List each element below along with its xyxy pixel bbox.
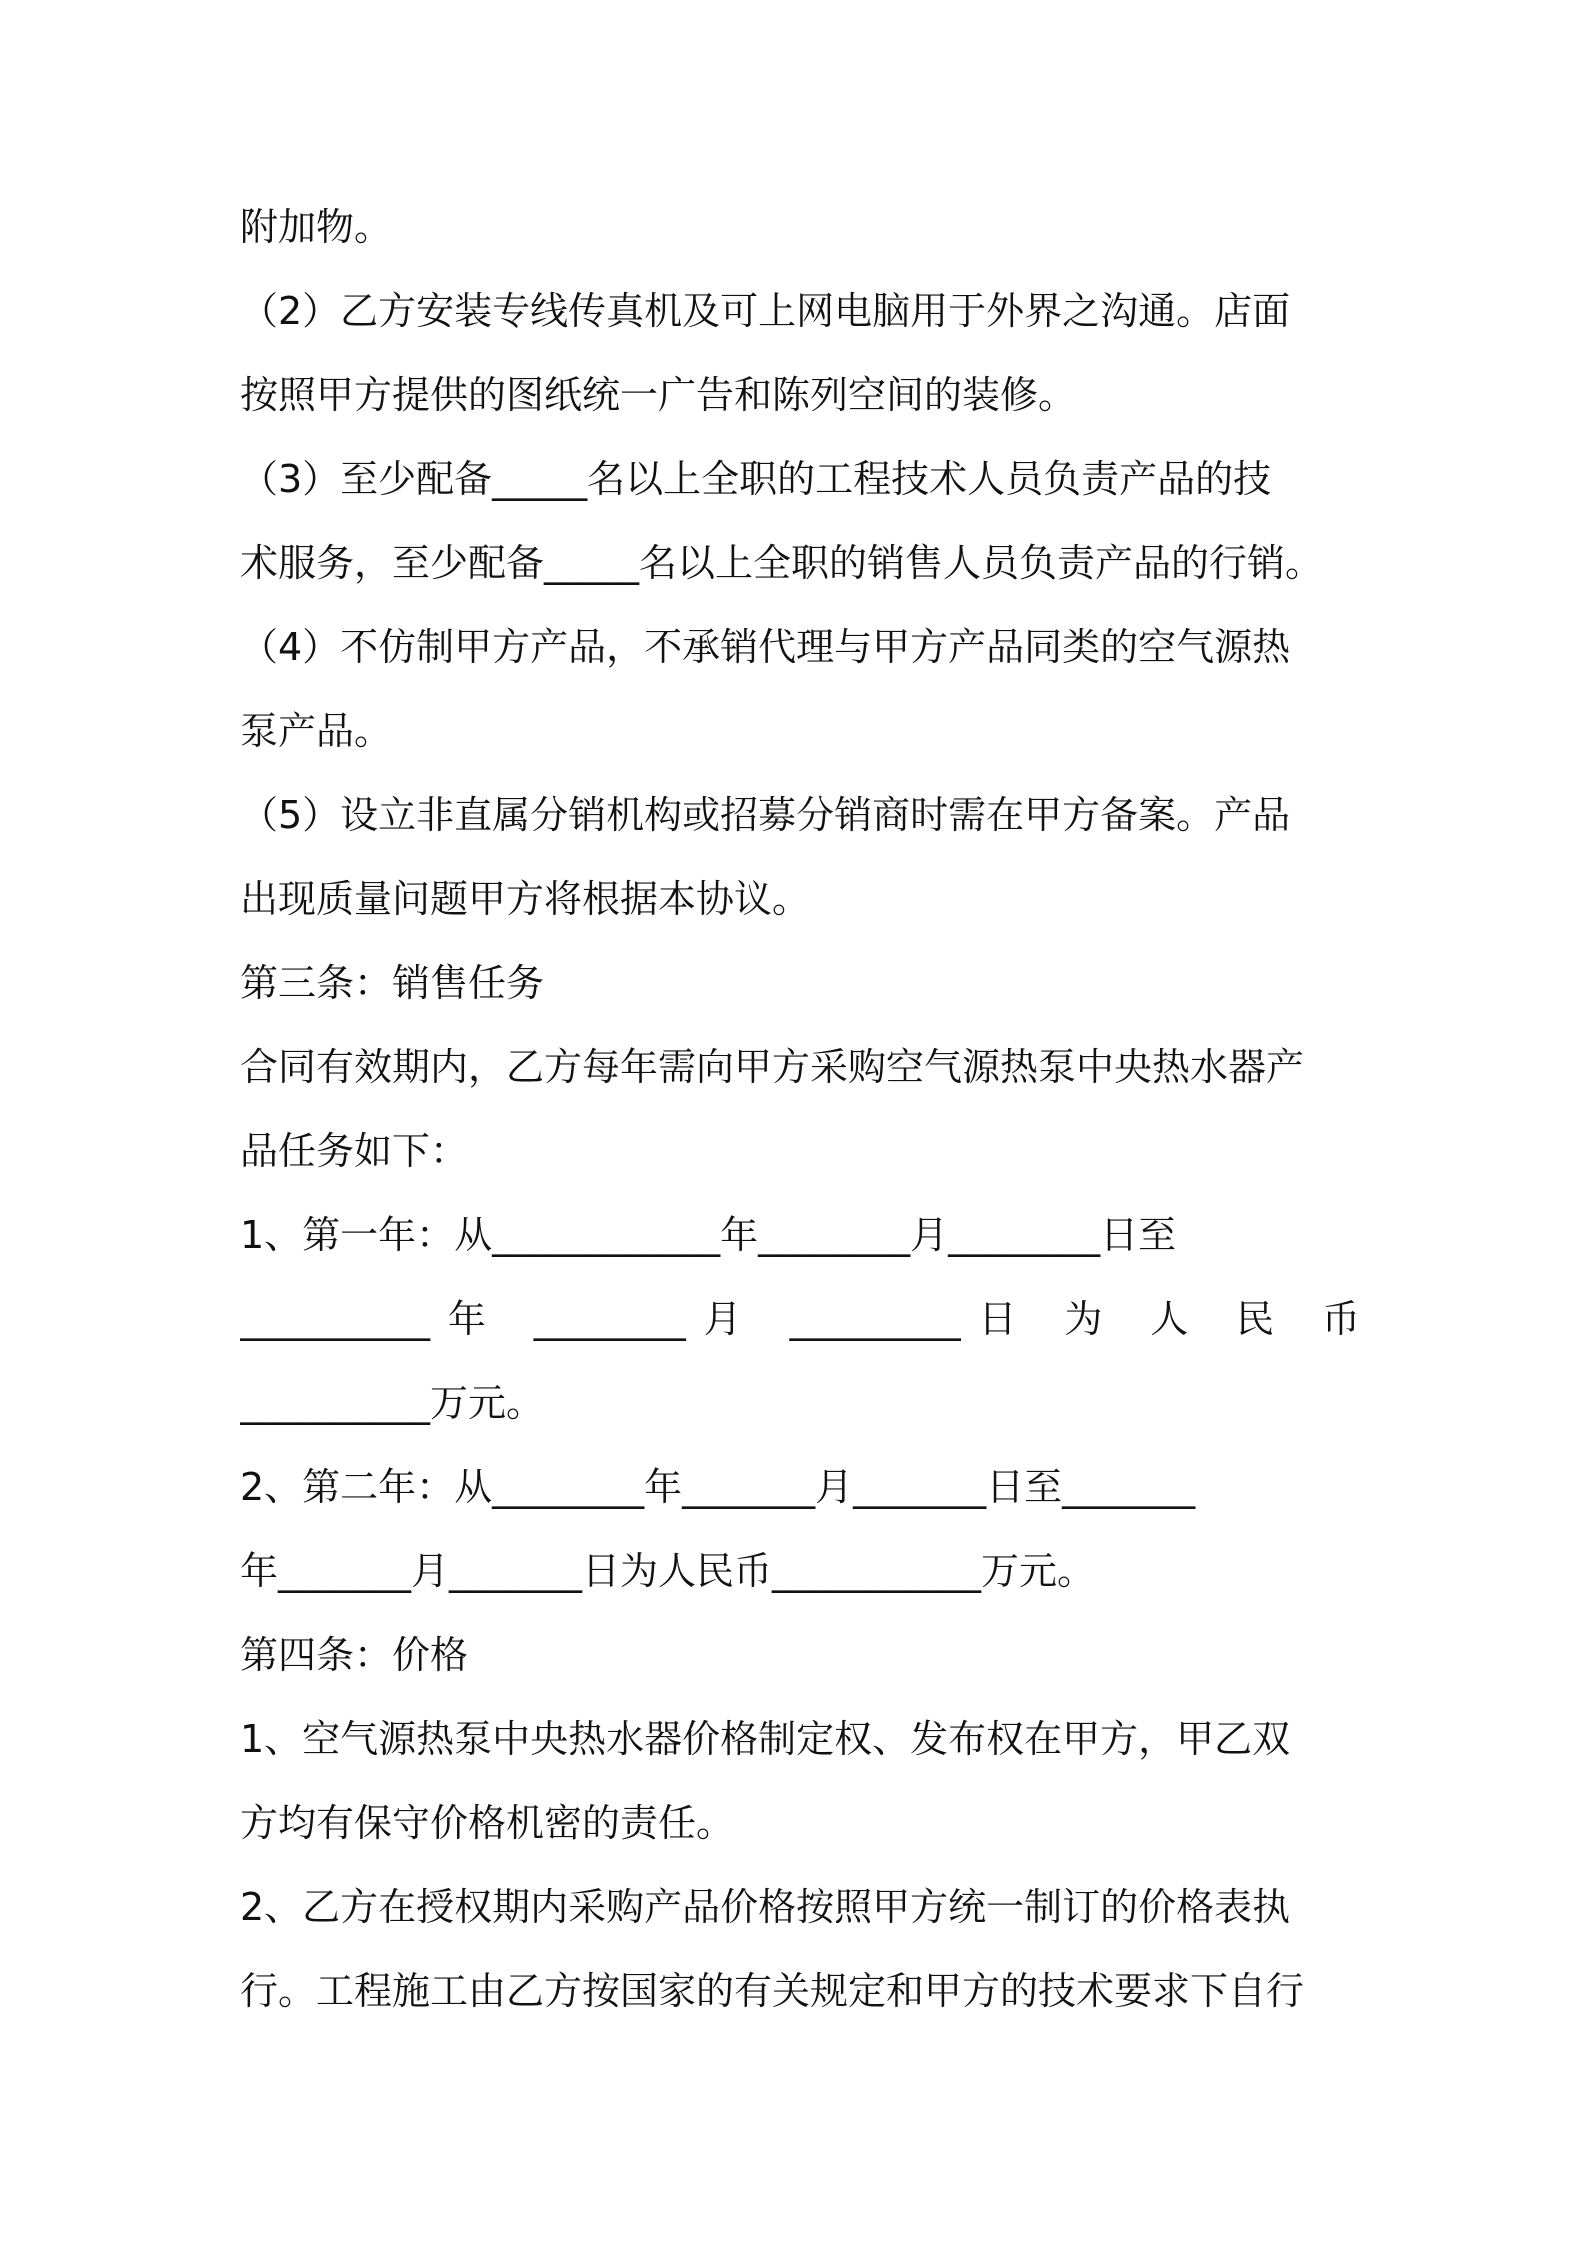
text-line: __________年 ________月 _________日 为 人 民 币 (240, 1297, 1360, 1341)
section-heading: 第三条：销售任务 (240, 961, 545, 1005)
text-line: （2）乙方安装专线传真机及可上网电脑用于外界之沟通。店面 (240, 289, 1291, 333)
text-line: 2、乙方在授权期内采购产品价格按照甲方统一制订的价格表执 (240, 1885, 1291, 1929)
text-line: 1、第一年：从____________年________月________日至 (240, 1213, 1177, 1257)
text-line: 品任务如下： (240, 1129, 469, 1173)
text-line: 1、空气源热泵中央热水器价格制定权、发布权在甲方，甲乙双 (240, 1717, 1291, 1761)
text-line: 2、第二年：从________年_______月_______日至_______ (240, 1465, 1196, 1509)
text-line: （4）不仿制甲方产品，不承销代理与甲方产品同类的空气源热 (240, 625, 1291, 669)
section-heading: 第四条：价格 (240, 1633, 469, 1677)
text-line: 行。工程施工由乙方按国家的有关规定和甲方的技术要求下自行 (240, 1969, 1305, 2013)
text-line: 年_______月_______日为人民币___________万元。 (240, 1549, 1096, 1593)
text-line: 术服务，至少配备_____名以上全职的销售人员负责产品的行销。 (240, 541, 1324, 585)
text-line: 合同有效期内，乙方每年需向甲方采购空气源热泵中央热水器产 (240, 1045, 1305, 1089)
text-line: 按照甲方提供的图纸统一广告和陈列空间的装修。 (240, 373, 1077, 417)
text-line: __________万元。 (240, 1381, 545, 1425)
text-line: 附加物。 (240, 205, 393, 249)
text-line: 方均有保守价格机密的责任。 (240, 1801, 735, 1845)
text-line: （3）至少配备_____名以上全职的工程技术人员负责产品的技 (240, 457, 1272, 501)
text-line: 出现质量问题甲方将根据本协议。 (240, 877, 811, 921)
text-line: （5）设立非直属分销机构或招募分销商时需在甲方备案。产品 (240, 793, 1291, 837)
text-line: 泵产品。 (240, 709, 393, 753)
